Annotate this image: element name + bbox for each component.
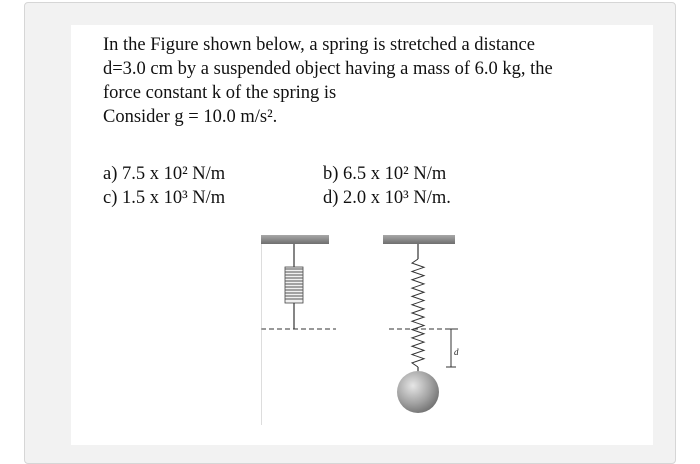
option-b: b) 6.5 x 10² N/m (323, 164, 447, 184)
spring-right-coil (412, 259, 424, 367)
option-d: d) 2.0 x 10³ N/m. (323, 188, 451, 208)
option-c: c) 1.5 x 10³ N/m (103, 188, 226, 208)
question-line-2: d=3.0 cm by a suspended object having a mass of 6.0 kg, the (103, 59, 553, 79)
spring-left-coil (285, 267, 303, 303)
ceiling-right (383, 235, 455, 244)
question-line-3: force constant k of the spring is (103, 83, 337, 103)
option-a: a) 7.5 x 10² N/m (103, 164, 226, 184)
question-text (103, 33, 643, 129)
hanging-mass (397, 371, 439, 413)
question-line-4: Consider g = 10.0 m/s². (103, 107, 278, 127)
ceiling-left (261, 235, 329, 244)
question-content (71, 25, 653, 445)
question-card (24, 2, 676, 464)
question-line-1: In the Figure shown below, a spring is stretched a distance (103, 35, 535, 55)
distance-label: d (454, 347, 459, 357)
spring-mass-diagram (261, 229, 461, 425)
